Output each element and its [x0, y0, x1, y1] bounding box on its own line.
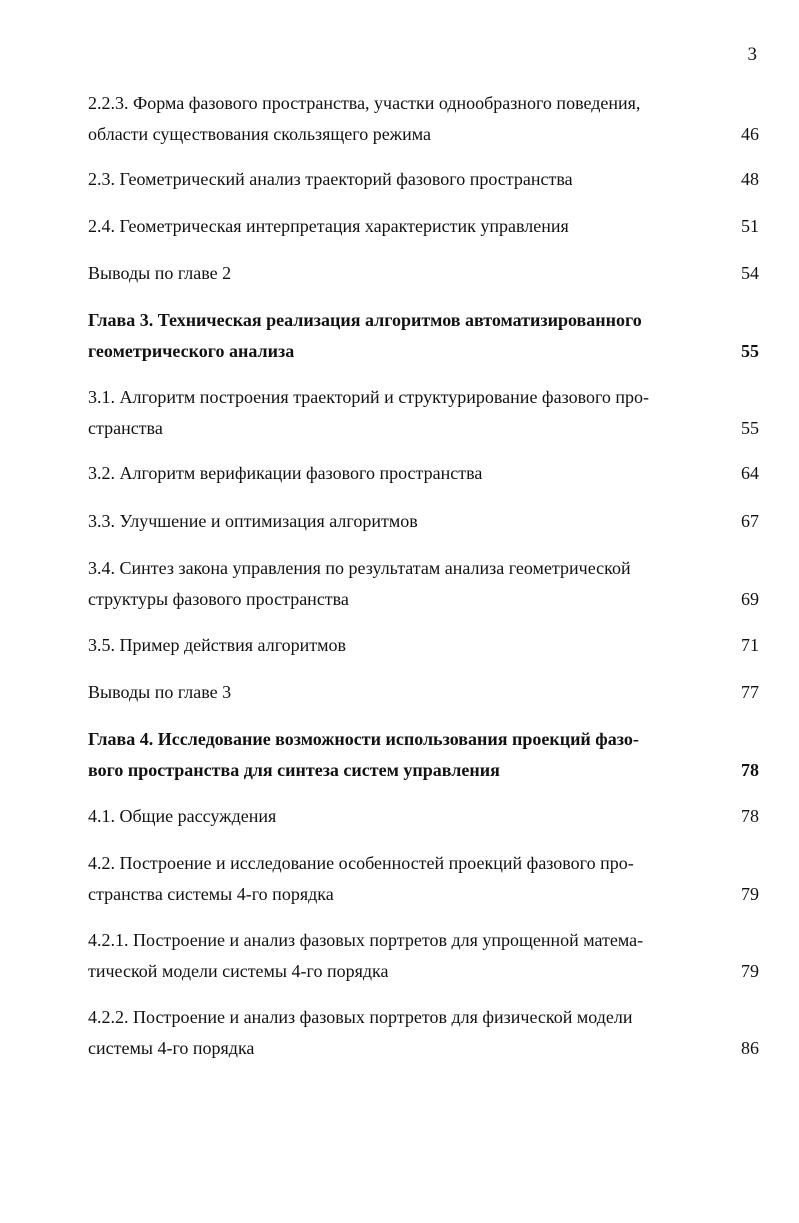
toc-entry-page: 51 — [741, 216, 759, 236]
toc-entry-conclusions-3[interactable] — [88, 677, 759, 708]
toc-entry-title: Выводы по главе 3 — [88, 682, 232, 702]
toc-entry-chapter-3[interactable] — [88, 305, 759, 367]
table-of-contents — [88, 0, 759, 1223]
toc-entry-title: 4.2.1. Построение и анализ фазовых портретов для упрощенной матема- тической модели системы 4-го порядка — [88, 930, 644, 981]
toc-entry-3-3[interactable] — [88, 506, 759, 537]
toc-entry-title: 2.2.3. Форма фазового пространства, участки однообразного поведения, области существования скользящего режима — [88, 93, 641, 144]
toc-entry-3-5[interactable] — [88, 630, 759, 661]
toc-entry-title: 2.3. Геометрический анализ траекторий фазового пространства — [88, 169, 573, 189]
toc-entry-3-1[interactable] — [88, 382, 759, 444]
toc-entry-chapter-4[interactable] — [88, 724, 759, 786]
toc-entry-page: 79 — [741, 961, 759, 981]
toc-entry-title: Глава 4. Исследование возможности использования проекций фазо- вого пространства для синтеза систем управления — [88, 729, 639, 780]
toc-entry-page: 71 — [741, 635, 759, 655]
page-number: 3 — [747, 44, 757, 65]
toc-entry-page: 78 — [741, 760, 759, 780]
toc-entry-page: 55 — [741, 418, 759, 438]
toc-entry-conclusions-2[interactable] — [88, 258, 759, 289]
toc-entry-page: 46 — [741, 124, 759, 144]
toc-entry-page: 86 — [741, 1038, 759, 1058]
toc-entry-2-2-3[interactable] — [88, 88, 759, 150]
toc-entry-title: 4.2.2. Построение и анализ фазовых портретов для физической модели системы 4-го порядка — [88, 1007, 633, 1058]
toc-entry-page: 79 — [741, 884, 759, 904]
toc-entry-2-3[interactable] — [88, 164, 759, 195]
toc-entry-title: 4.2. Построение и исследование особенностей проекций фазового про- странства системы 4-го порядка — [88, 853, 634, 904]
toc-entry-page: 54 — [741, 263, 759, 283]
toc-entry-title: 3.5. Пример действия алгоритмов — [88, 635, 347, 655]
toc-entry-page: 64 — [741, 463, 759, 483]
toc-entry-4-1[interactable] — [88, 801, 759, 832]
toc-entry-4-2-1[interactable] — [88, 925, 759, 987]
toc-entry-title: 3.3. Улучшение и оптимизация алгоритмов — [88, 511, 418, 531]
toc-entry-title: 2.4. Геометрическая интерпретация характеристик управления — [88, 216, 569, 236]
toc-entry-page: 78 — [741, 806, 759, 826]
toc-entry-page: 77 — [741, 682, 759, 702]
toc-entry-title: 3.2. Алгоритм верификации фазового пространства — [88, 463, 483, 483]
toc-entry-page: 69 — [741, 589, 759, 609]
toc-entry-title: Глава 3. Техническая реализация алгоритмов автоматизированного геометрического анализа — [88, 310, 642, 361]
toc-entry-2-4[interactable] — [88, 211, 759, 242]
toc-entry-3-4[interactable] — [88, 553, 759, 615]
toc-entry-page: 48 — [741, 169, 759, 189]
toc-entry-title: 3.1. Алгоритм построения траекторий и структурирование фазового про- странства — [88, 387, 650, 438]
toc-entry-4-2-2[interactable] — [88, 1002, 759, 1064]
toc-entry-title: 3.4. Синтез закона управления по результатам анализа геометрической структуры фазового пространства — [88, 558, 631, 609]
toc-entry-3-2[interactable] — [88, 458, 759, 489]
toc-entry-title: Выводы по главе 2 — [88, 263, 232, 283]
toc-entry-page: 67 — [741, 511, 759, 531]
toc-entry-page: 55 — [741, 341, 759, 361]
toc-entry-4-2[interactable] — [88, 848, 759, 910]
toc-entry-title: 4.1. Общие рассуждения — [88, 806, 277, 826]
